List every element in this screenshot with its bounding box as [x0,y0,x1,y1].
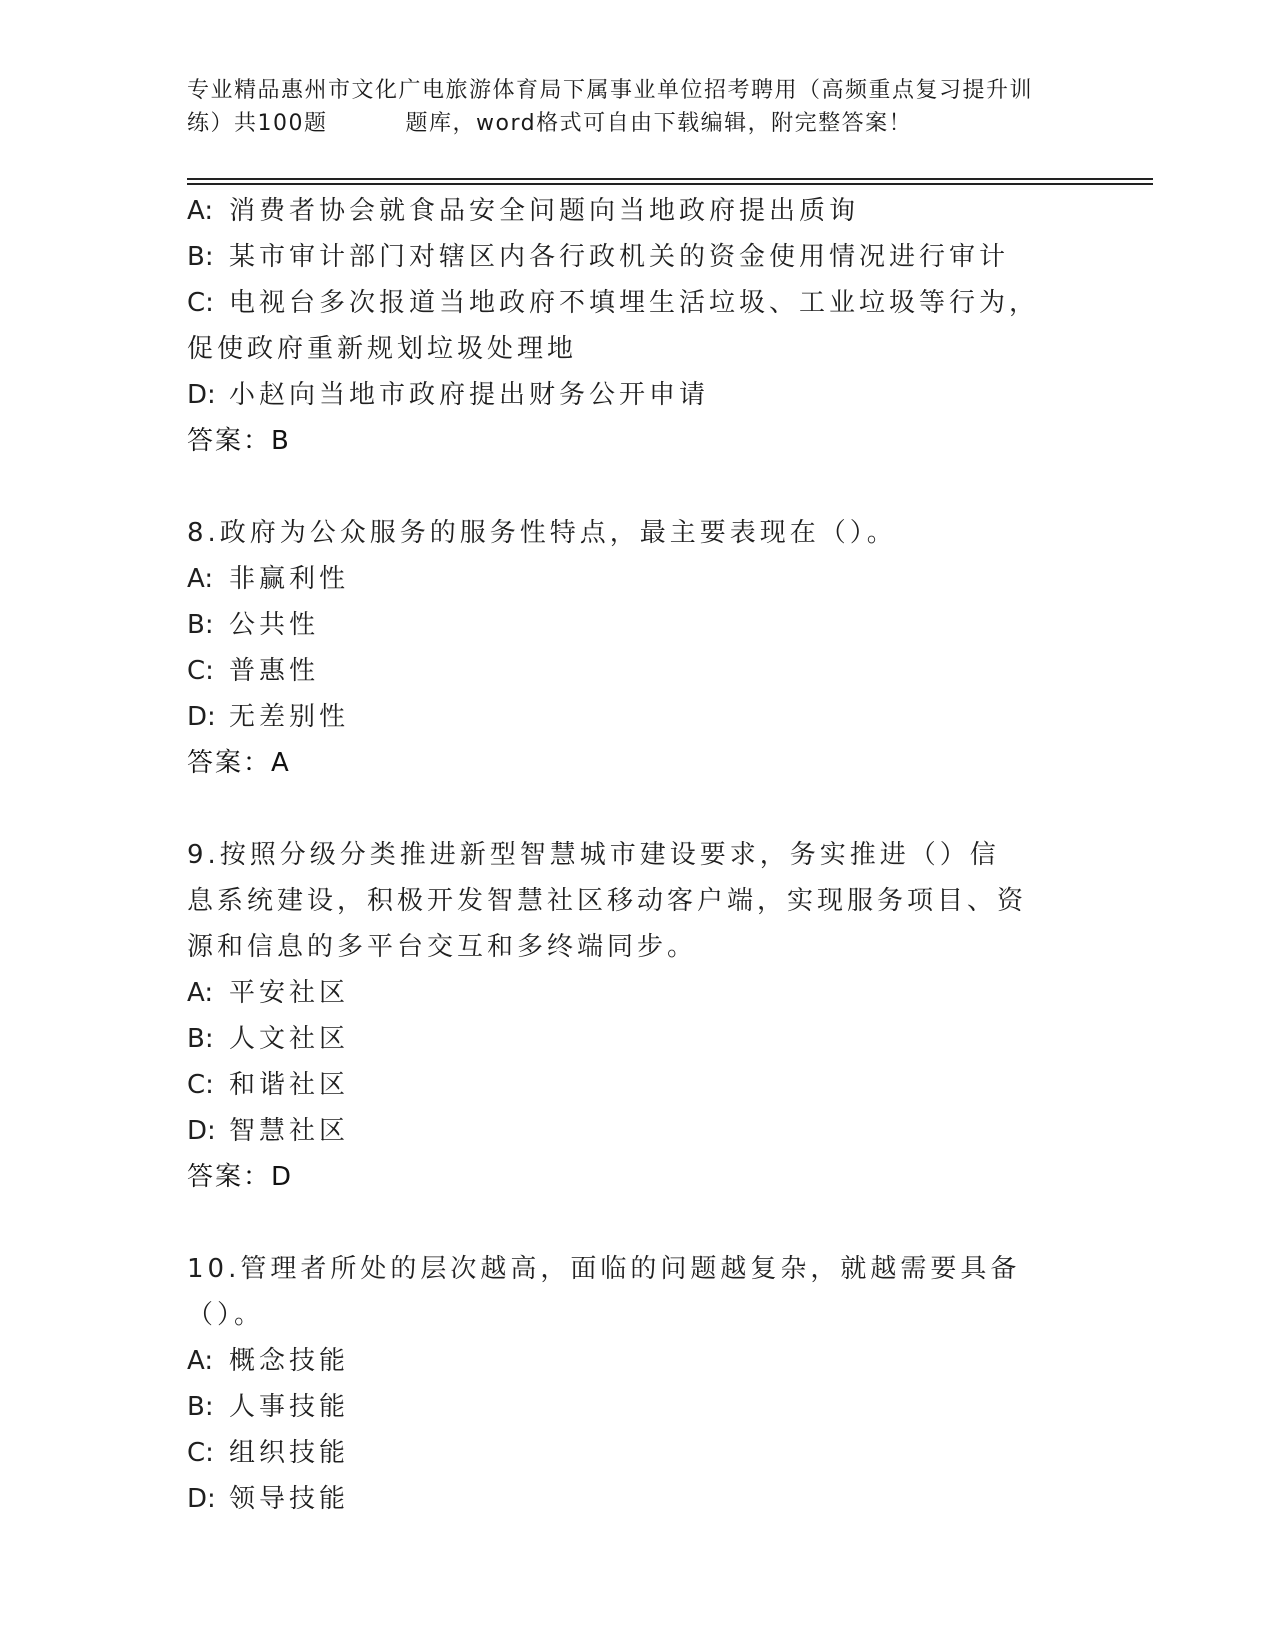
option-d: D: 智慧社区 [187,1116,350,1146]
header-title-line-2 [187,107,1107,140]
answer-line: 答案：D [187,1162,294,1192]
header-title-part-a: 练）共100题 [187,111,328,136]
question-9 [187,832,1087,1200]
option-a: A: 平安社区 [187,978,350,1008]
header-title-part-b: 题库，word格式可自由下载编辑，附完整答案！ [405,111,913,136]
option-a: A: 概念技能 [187,1346,350,1376]
question-text: 9.按照分级分类推进新型智慧城市建设要求，务实推进（）信息系统建设，积极开发智慧社区移动客户端，实现服务项目、资源和信息的多平台交互和多终端同步。 [187,840,1028,962]
answer-line: 答案：A [187,748,291,778]
answer-line: 答案：B [187,426,291,456]
option-a: A: 消费者协会就食品安全问题向当地政府提出质询 [187,196,860,226]
option-b: B: 人事技能 [187,1392,350,1422]
question-7-continued [187,188,1087,464]
option-c: C: 组织技能 [187,1438,350,1468]
question-text: 10.管理者所处的层次越高，面临的问题越复杂，就越需要具备（）。 [187,1254,1021,1330]
header-divider-top [187,178,1153,180]
header-title-line-1: 专业精品惠州市文化广电旅游体育局下属事业单位招考聘用（高频重点复习提升训 [187,78,1034,103]
document-header [187,74,1107,140]
question-10 [187,1246,1087,1522]
option-b: B: 人文社区 [187,1024,350,1054]
document-body [187,188,1087,1522]
option-c: C: 电视台多次报道当地政府不填埋生活垃圾、工业垃圾等行为，促使政府重新规划垃圾处理地 [187,288,1040,364]
option-c: C: 普惠性 [187,656,320,686]
option-d: D: 无差别性 [187,702,350,732]
option-a: A: 非赢利性 [187,564,350,594]
header-divider-bottom [187,183,1153,185]
option-b: B: 公共性 [187,610,320,640]
option-b: B: 某市审计部门对辖区内各行政机关的资金使用情况进行审计 [187,242,1010,272]
option-c: C: 和谐社区 [187,1070,350,1100]
option-d: D: 领导技能 [187,1484,350,1514]
question-text: 8.政府为公众服务的服务性特点，最主要表现在（）。 [187,518,897,548]
option-d: D: 小赵向当地市政府提出财务公开申请 [187,380,710,410]
question-8 [187,510,1087,786]
